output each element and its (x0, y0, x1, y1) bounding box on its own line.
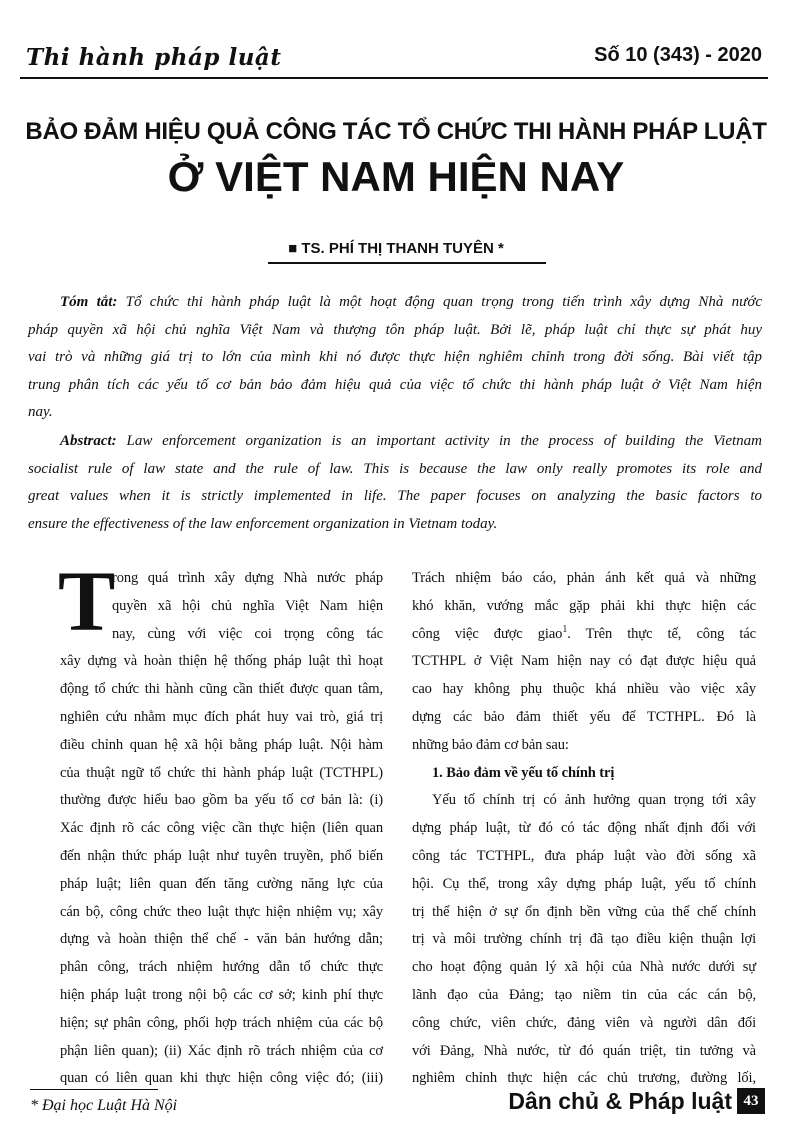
right-column-line (412, 984, 756, 1006)
left-column-line (60, 706, 383, 728)
line-text: TCTHPL ở Việt Nam hiện nay có đạt được hiệu quả (412, 653, 756, 670)
line-text: nghiêm chỉnh thực hiện các chủ trương, đường lối, (412, 1070, 756, 1087)
left-column-line (60, 1040, 383, 1062)
line-text: công việc được giao (412, 625, 563, 642)
line-text: xây dựng và hoàn thiện hệ thống pháp luật thì hoạt (60, 653, 383, 670)
left-column-line (112, 595, 383, 617)
line-text: cán bộ, công chức theo luật thực hiện nhiệm vụ; xây (60, 903, 383, 920)
right-column-line (412, 567, 756, 589)
left-column-line (60, 928, 383, 950)
line-text: hội. Cụ thể, trong xây dựng pháp luật, yếu tố chính (412, 875, 756, 892)
line-text: Yếu tố chính trị có ảnh hưởng quan trọng tới xây (432, 792, 756, 809)
right-column-line (412, 678, 756, 700)
right-column-line (412, 956, 756, 978)
left-column-line (60, 817, 383, 839)
summary-line (28, 375, 762, 395)
abstract-line (28, 459, 762, 479)
title-text-1: BẢO ĐẢM HIỆU QUẢ CÔNG TÁC TỔ CHỨC THI HÀNH PHÁP LUẬT (25, 118, 767, 145)
line-text: công chức, viên chức, đảng viên và người dân đối (412, 1014, 756, 1031)
abstract-text: great values when it is strictly implemented in life. The paper focuses on analyzing the basic factors to (28, 488, 762, 504)
line-text: những bảo đảm cơ bản sau: (412, 736, 569, 753)
left-column-line (60, 1012, 383, 1034)
author (20, 240, 772, 257)
summary-line (28, 347, 762, 367)
right-column-line (412, 734, 756, 756)
left-column-line (60, 873, 383, 895)
left-column-line (60, 789, 383, 811)
article-title-line-1 (20, 112, 772, 152)
line-text: dựng và hoàn thiện thể chế - văn bản hướng dẫn; (60, 931, 383, 948)
abstract-line (60, 431, 762, 451)
abstract-label: Abstract: (60, 433, 117, 449)
page-number: 43 (737, 1088, 765, 1114)
abstract-text: Law enforcement organization is an important activity in the process of building the Vietnam (116, 433, 762, 449)
right-column-line (412, 1067, 756, 1089)
abstract-text: socialist rule of law state and the rule of law. This is because the law only really promotes its role and (28, 460, 762, 477)
line-text: nghiên cứu nhằm mục đích phát huy vai trò, giá trị (60, 709, 383, 725)
left-column-line (60, 1067, 383, 1089)
left-column-line (112, 567, 383, 589)
line-text: Trách nhiệm báo cáo, phản ánh kết quả và những (412, 570, 756, 586)
line-text: dựng các bảo đảm thiết yếu để TCTHPL. Đó là (412, 709, 756, 725)
summary-text: nay. (28, 404, 53, 420)
line-text: . Trên thực tế, công tác (567, 625, 756, 642)
right-column-line (432, 789, 756, 811)
summary-text: vai trò và những giá trị to lớn của mình khi nó được thực hiện nghiêm chỉnh trong đời sống. Bài viết tập (28, 349, 762, 365)
left-column-line (60, 901, 383, 923)
line-text: trị và môi trường chính trị đã tạo điều kiện thuận lợi (412, 931, 756, 948)
drop-cap: T (58, 553, 116, 649)
abstract-text: ensure the effectiveness of the law enforcement organization in Vietnam today. (28, 515, 498, 532)
summary-line (60, 292, 762, 312)
summary-line (28, 402, 762, 422)
line-text: hiện pháp luật trong nội bộ các cơ sở; kinh phí thực (60, 987, 383, 1003)
line-text: phận liên quan); (ii) Xác định rõ trách nhiệm của cơ (60, 1042, 383, 1059)
title-text-2: Ở VIỆT NAM HIỆN NAY (167, 153, 625, 200)
line-text: cao hay không phụ thuộc khá nhiều vào việc xây (412, 681, 756, 698)
summary-text: pháp quyền xã hội chủ nghĩa Việt Nam và thượng tôn pháp luật. Bởi lẽ, pháp luật chỉ thực sự phát huy (28, 321, 762, 338)
line-text: công tác TCTHPL, đưa pháp luật vào đời sống xã (412, 848, 756, 864)
right-column-line (412, 817, 756, 839)
left-column-line (60, 984, 383, 1006)
line-text: phân công, trách nhiệm hướng dẫn tổ chức thực (60, 959, 383, 976)
footnote-reference[interactable]: 1 (562, 623, 568, 635)
right-column-line (412, 845, 756, 867)
header-divider (20, 77, 768, 79)
line-text: pháp luật; liên quan đến tăng cường năng lực của (60, 875, 383, 892)
footnote-divider (30, 1089, 158, 1090)
line-text: của thuật ngữ tổ chức thi hành pháp luật (TCTHPL) (60, 764, 383, 781)
line-text: lãnh đạo của Đảng; tạo niềm tin của các cán bộ, (412, 987, 756, 1003)
author-name: ■ TS. PHÍ THỊ THANH TUYÊN * (288, 240, 504, 257)
right-column-line (412, 650, 756, 672)
line-text: rong quá trình xây dựng Nhà nước pháp (112, 570, 383, 586)
line-text: thường được hiểu bao gồm ba yếu tố cơ bản là: (i) (60, 792, 383, 809)
summary-line (28, 320, 762, 340)
line-text: 1. Bảo đảm về yếu tố chính trị (432, 764, 615, 781)
section-heading (432, 762, 756, 784)
line-text: quyền xã hội chủ nghĩa Việt Nam hiện (112, 597, 383, 614)
summary-label: Tóm tắt: (60, 294, 118, 310)
left-column-line (60, 762, 383, 784)
right-column-line (412, 595, 756, 617)
footnote: * Đại học Luật Hà Nội (30, 1097, 178, 1114)
line-text: Xác định rõ các công việc cần thực hiện (liên quan (60, 820, 383, 837)
left-column-line (60, 845, 383, 867)
line-text: với Đảng, Nhà nước, từ đó quán triệt, tin tưởng và (412, 1042, 756, 1059)
line-text: trị thể hiện ở sự ổn định bền vững của thể chế chính (412, 903, 756, 920)
right-column-line (412, 1012, 756, 1034)
abstract-line (28, 486, 762, 506)
line-text: động tổ chức thi hành cũng cần thiết được quan tâm, (60, 681, 383, 698)
right-column-line (412, 623, 756, 645)
summary-text: trung phân tích các yếu tố cơ bản bảo đảm hiệu quả của việc tổ chức thi hành pháp luật ở Việt Nam hiện (28, 376, 762, 393)
section-title: Thi hành pháp luật (26, 44, 282, 71)
line-text: điều chỉnh quan hệ xã hội bằng pháp luật. Nội hàm (60, 736, 383, 753)
footer-brand: Dân chủ & Pháp luật (508, 1088, 732, 1114)
line-text: nay, cùng với việc coi trọng công tác (112, 625, 383, 642)
line-text: khó khăn, vướng mắc gặp phải khi thực hiện các (412, 597, 756, 614)
right-column-line (412, 928, 756, 950)
right-column-line (412, 1040, 756, 1062)
right-column-line (412, 901, 756, 923)
left-column-line (60, 650, 383, 672)
line-text: đến nhận thức pháp luật như tuyên truyền, phổ biến (60, 848, 383, 864)
author-underline (268, 262, 546, 264)
line-text: hiện; sự phân công, phối hợp trách nhiệm của các bộ (60, 1014, 383, 1031)
left-column-line (60, 956, 383, 978)
left-column-line (60, 678, 383, 700)
issue-number: Số 10 (343) - 2020 (594, 44, 762, 66)
line-text: cho hoạt động quản lý xã hội của Nhà nước dưới sự (412, 959, 756, 976)
right-column-line (412, 873, 756, 895)
abstract-line (28, 514, 762, 534)
right-column-line (412, 706, 756, 728)
article-title-line-2 (20, 152, 772, 202)
line-text: quan có liên quan khi thực hiện công việc đó; (iii) (60, 1070, 383, 1087)
summary-text: Tổ chức thi hành pháp luật là một hoạt động quan trọng trong tiến trình xây dựng Nhà nước (117, 294, 762, 310)
line-text: dựng pháp luật, từ đó có tác động nhất định đối với (412, 820, 756, 837)
left-column-line (112, 623, 383, 645)
left-column-line (60, 734, 383, 756)
